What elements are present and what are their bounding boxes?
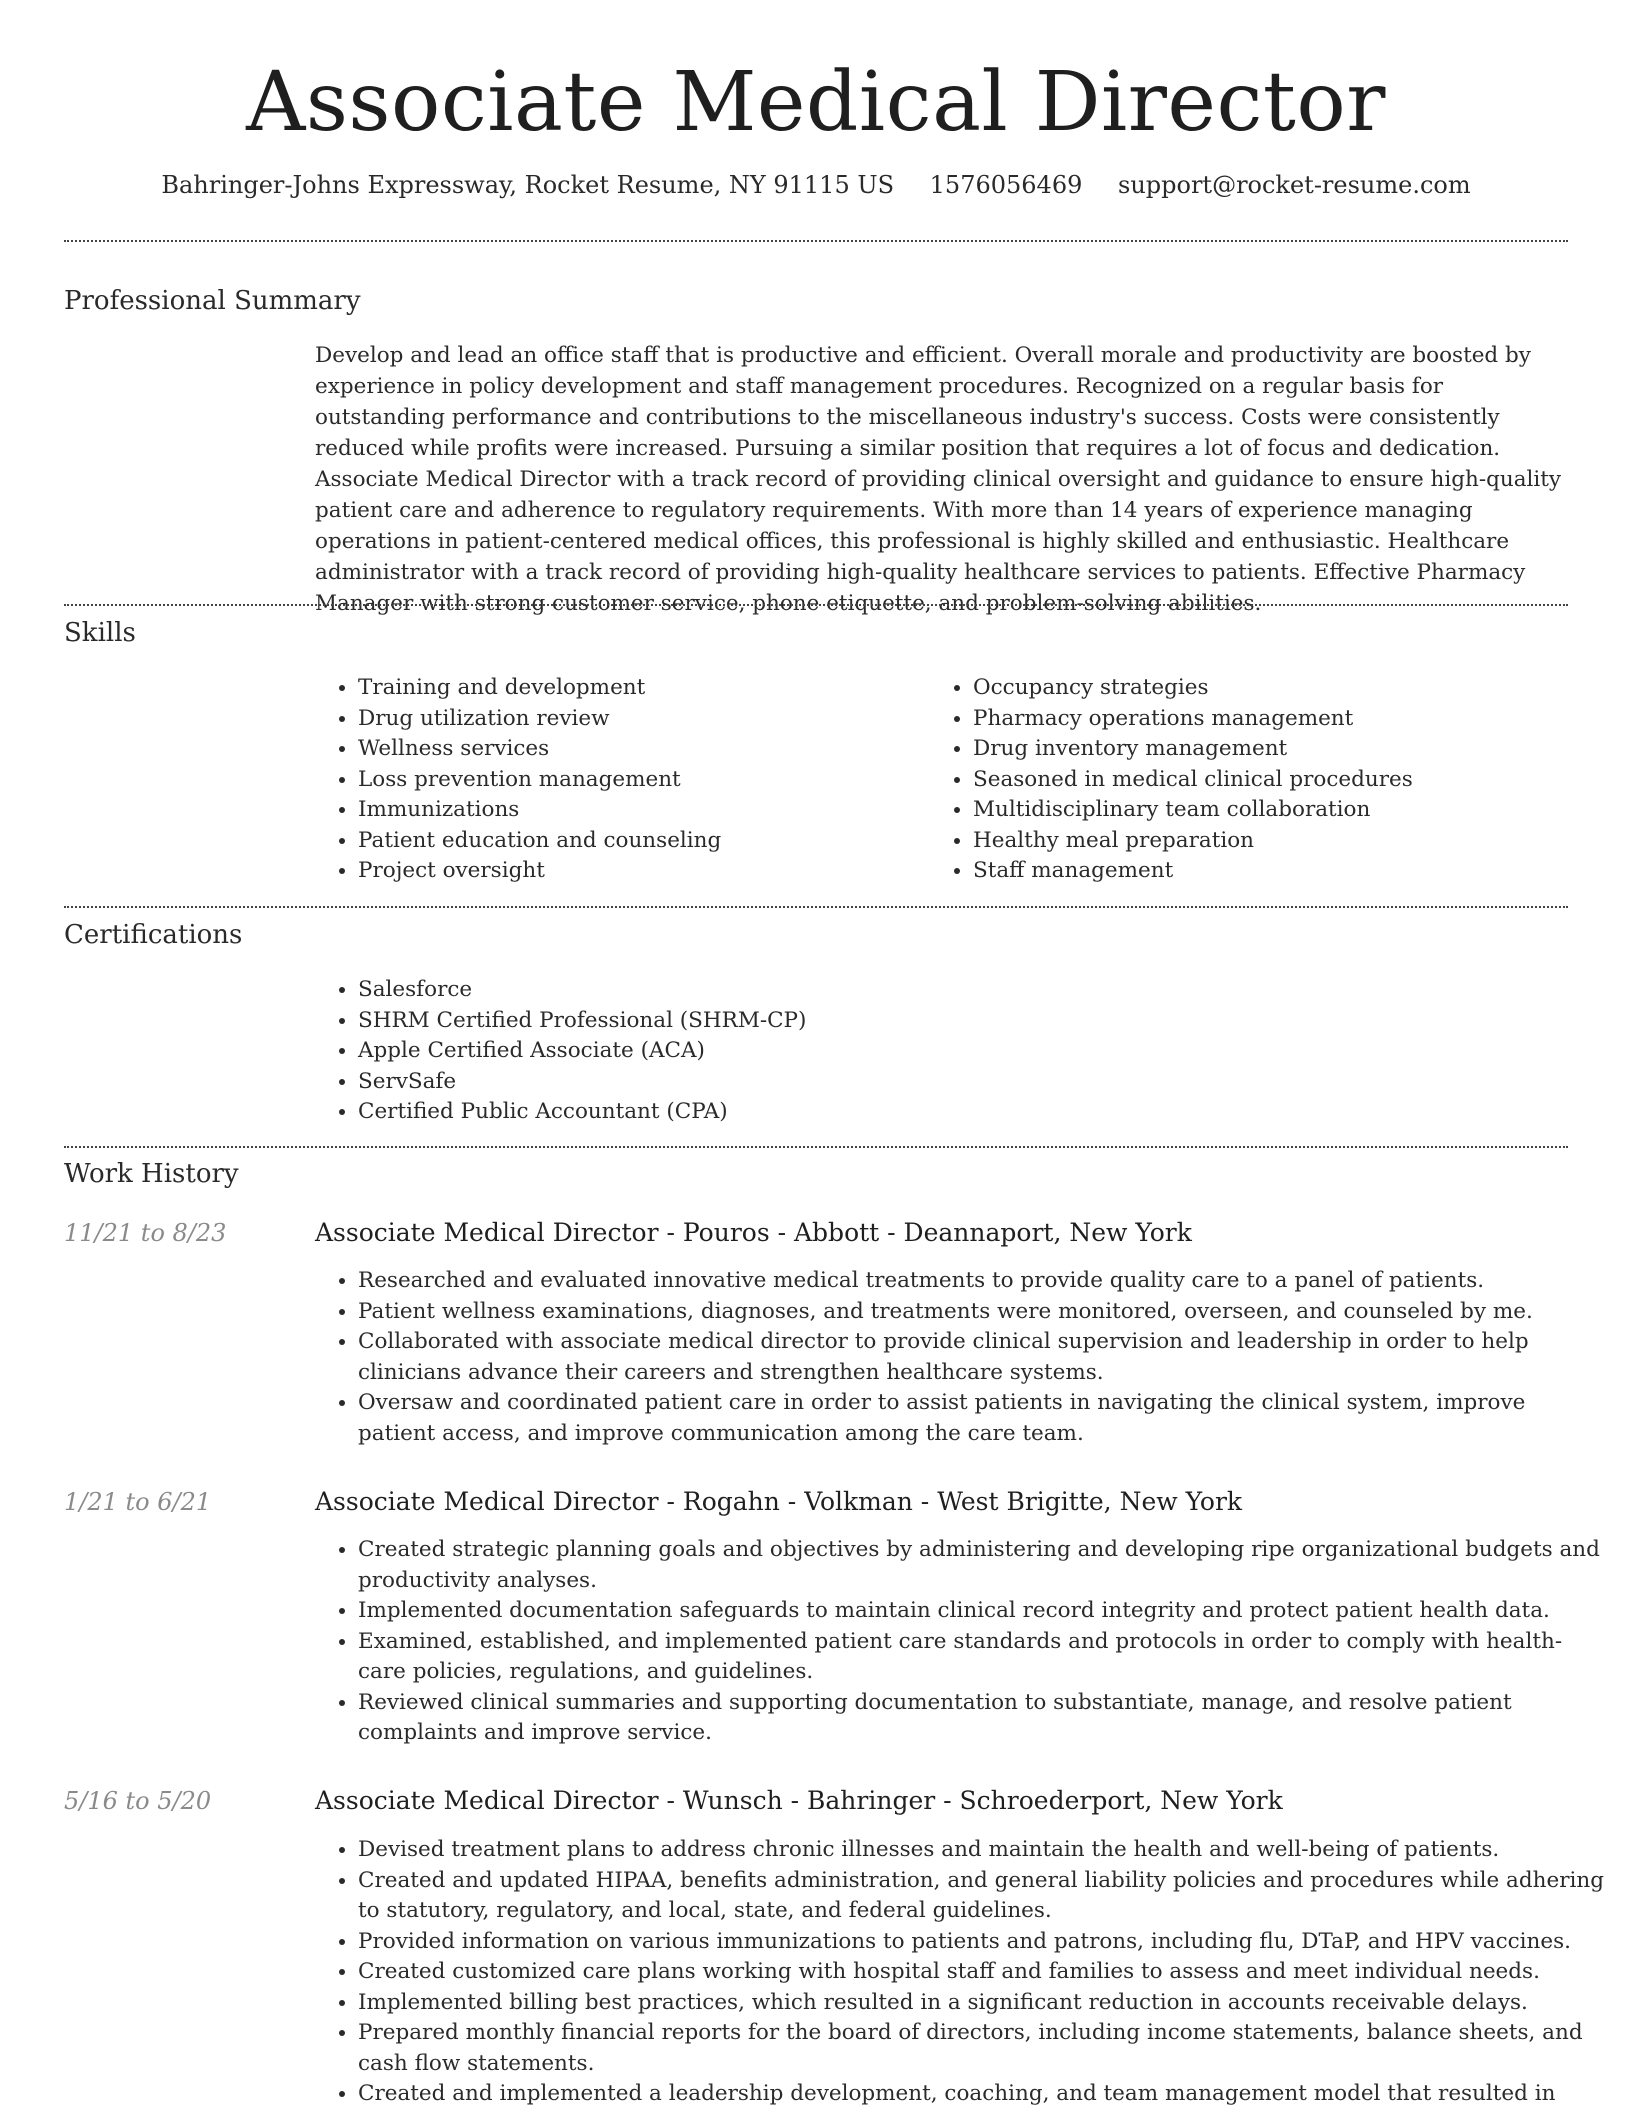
skill-item: • Patient education and counseling (358, 826, 918, 857)
job-bullet: • Provided information on various immunizations to patients and patrons, including flu, DTaP, and HPV vaccines. (358, 1927, 1608, 1958)
skill-item: • Project oversight (358, 856, 918, 887)
job-bullet: • Implemented documentation safeguards to maintain clinical record integrity and protect patient health data. (358, 1596, 1608, 1627)
divider (64, 240, 1568, 242)
job-bullet: • Collaborated with associate medical director to provide clinical supervision and leadership in order to help clinicians advance their careers and strengthen healthcare systems. (358, 1327, 1608, 1388)
section-title-certifications: Certifications (64, 920, 243, 950)
skill-item: • Drug inventory management (973, 734, 1593, 765)
job-bullet: • Examined, established, and implemented patient care standards and protocols in order to comply with health-care policies, regulations, and guidelines. (358, 1627, 1608, 1688)
job-title: Associate Medical Director - Wunsch - Bahringer - Schroederport, New York (315, 1786, 1283, 1815)
job-bullet: • Implemented billing best practices, which resulted in a significant reduction in accounts receivable delays. (358, 1988, 1608, 2019)
skill-item: • Healthy meal preparation (973, 826, 1593, 857)
job-bullet: • Devised treatment plans to address chronic illnesses and maintain the health and well-being of patients. (358, 1835, 1608, 1866)
certification-item: • Certified Public Accountant (CPA) (358, 1097, 1558, 1128)
divider (64, 604, 1568, 606)
certification-item: • Apple Certified Associate (ACA) (358, 1036, 1558, 1067)
contact-address: Bahringer-Johns Expressway, Rocket Resume, NY 91115 US (161, 171, 895, 199)
skill-item: • Occupancy strategies (973, 673, 1593, 704)
contact-phone: 1576056469 (929, 171, 1083, 199)
job-title: Associate Medical Director - Rogahn - Volkman - West Brigitte, New York (315, 1487, 1243, 1516)
candidate-name: Associate Medical Director (246, 55, 1386, 150)
skill-item: • Pharmacy operations management (973, 704, 1593, 735)
skill-item: • Drug utilization review (358, 704, 918, 735)
summary-text: Develop and lead an office staff that is productive and efficient. Overall morale and productivity are boosted by experience in policy development and staff management procedures. Recognized on a regular basis for outstanding performance and contributions to the miscellaneous industry's success. Costs were consistently reduced while profits were increased. Pursuing a similar position that requires a lot of focus and dedication. Associate Medical Director with a track record of providing clinical oversight and guidance to ensure high-quality patient care and adherence to regulatory requirements. With more than 14 years of experience managing operations in patient-centered medical offices, this professional is highly skilled and enthusiastic. Healthcare administrator with a track record of providing high-quality healthcare services to patients. Effective Pharmacy Manager with strong customer service, phone etiquette, and problem-solving abilities. (315, 343, 1562, 616)
divider (64, 1146, 1568, 1148)
job-dates: 1/21 to 6/21 (64, 1488, 212, 1516)
job-bullet: • Oversaw and coordinated patient care in order to assist patients in navigating the clinical system, improve patient access, and improve communication among the care team. (358, 1388, 1608, 1449)
job-bullet: • Patient wellness examinations, diagnoses, and treatments were monitored, overseen, and counseled by me. (358, 1297, 1608, 1328)
job-bullet: • Reviewed clinical summaries and supporting documentation to substantiate, manage, and resolve patient complaints and improve service. (358, 1688, 1608, 1749)
job-bullet: • Created strategic planning goals and objectives by administering and developing ripe organizational budgets and productivity analyses. (358, 1535, 1608, 1596)
job-bullet: • Created and implemented a leadership development, coaching, and team management model that resulted in (358, 2079, 1608, 2110)
job-title: Associate Medical Director - Pouros - Abbott - Deannaport, New York (315, 1218, 1192, 1247)
section-title-skills: Skills (64, 618, 136, 648)
skills-list-left (314, 673, 918, 887)
contact-email[interactable]: support@rocket-resume.com (1118, 171, 1471, 199)
skill-item: • Staff management (973, 856, 1593, 887)
job-bullets (314, 1266, 1608, 1449)
job-bullet: • Created customized care plans working with hospital staff and families to assess and meet individual needs. (358, 1957, 1608, 1988)
skill-item: • Seasoned in medical clinical procedures (973, 765, 1593, 796)
certification-item: • Salesforce (358, 975, 1558, 1006)
certifications-list (314, 975, 1558, 1128)
skills-list-right (929, 673, 1593, 887)
section-title-summary: Professional Summary (64, 286, 361, 316)
skill-item: • Wellness services (358, 734, 918, 765)
divider (64, 906, 1568, 908)
section-title-work-history: Work History (64, 1159, 239, 1189)
certification-item: • SHRM Certified Professional (SHRM-CP) (358, 1006, 1558, 1037)
skill-item: • Immunizations (358, 795, 918, 826)
skill-item: • Loss prevention management (358, 765, 918, 796)
job-bullet: • Prepared monthly financial reports for the board of directors, including income statements, balance sheets, and cash flow statements. (358, 2018, 1608, 2079)
job-dates: 11/21 to 8/23 (64, 1219, 227, 1247)
job-bullets (314, 1535, 1608, 1749)
contact-line (0, 168, 1632, 202)
skill-item: • Multidisciplinary team collaboration (973, 795, 1593, 826)
skill-item: • Training and development (358, 673, 918, 704)
job-dates: 5/16 to 5/20 (64, 1787, 212, 1815)
job-bullets (314, 1835, 1608, 2110)
job-bullet: • Created and updated HIPAA, benefits administration, and general liability policies and procedures while adhering to statutory, regulatory, and local, state, and federal guidelines. (358, 1866, 1608, 1927)
certification-item: • ServSafe (358, 1067, 1558, 1098)
job-bullet: • Researched and evaluated innovative medical treatments to provide quality care to a panel of patients. (358, 1266, 1608, 1297)
